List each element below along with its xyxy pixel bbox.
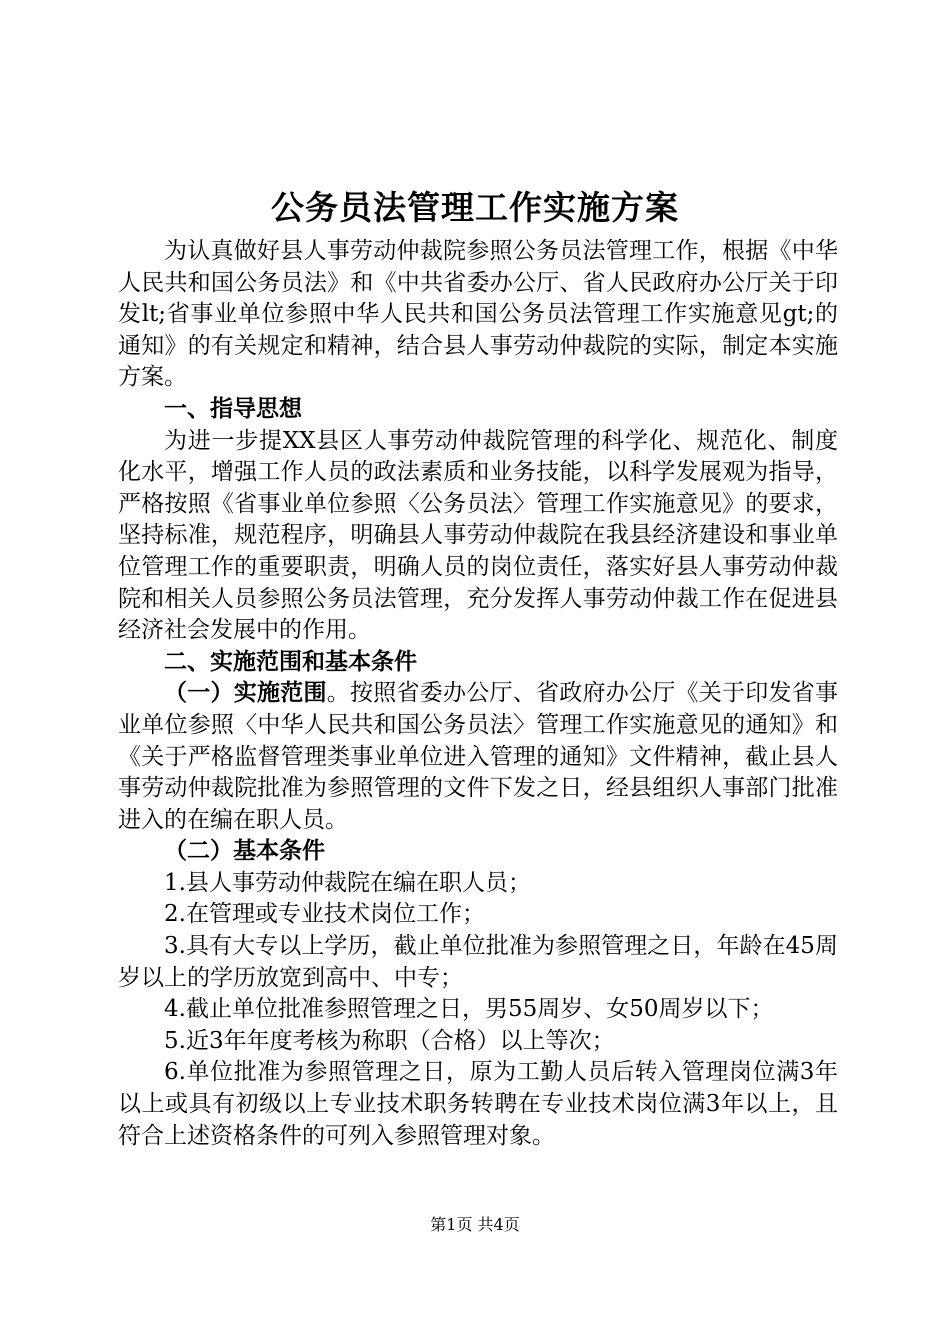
scope-paragraph — [118, 678, 838, 836]
section-heading-guiding-ideology: 一、指导思想 — [164, 395, 302, 422]
section-heading-scope-and-conditions: 二、实施范围和基本条件 — [164, 648, 417, 675]
condition-item: 2.在管理或专业技术岗位工作； — [164, 901, 485, 928]
document-body — [118, 236, 838, 1152]
document-title: 公务员法管理工作实施方案 — [271, 188, 679, 227]
condition-item: 4.截止单位批准参照管理之日，男55周岁、女50周岁以下； — [164, 996, 774, 1023]
subsection-heading-basic-conditions: （二）基本条件 — [164, 838, 325, 865]
scope-text: 。按照省委办公厅、省政府办公厅《关于印发省事业单位参照〈中华人民共和国公务员法〉管理工作实施意见的通知》和《关于严格监督管理类事业单位进入管理的通知》文件精神，截止县人事劳动仲裁院批准为参照管理的文件下发之日，经县组织人事部门批准进入的在编在职人员。 — [118, 680, 838, 833]
condition-item: 3.具有大专以上学历，截止单位批准为参照管理之日，年龄在45周岁以上的学历放宽到高中、中专； — [118, 933, 838, 991]
condition-item: 6.单位批准为参照管理之日，原为工勤人员后转入管理岗位满3年以上或具有初级以上专业技术职务转聘在专业技术岗位满3年以上，且符合上述资格条件的可列入参照管理对象。 — [118, 1059, 838, 1149]
condition-item: 5.近3年年度考核为称职（合格）以上等次； — [164, 1027, 615, 1054]
condition-item: 1.县人事劳动仲裁院在编在职人员； — [164, 869, 531, 896]
intro-paragraph: 为认真做好县人事劳动仲裁院参照公务员法管理工作，根据《中华人民共和国公务员法》和《中共省委办公厅、省人民政府办公厅关于印发lt;省事业单位参照中华人民共和国公务员法管理工作实施意见gt;的通知》的有关规定和精神，结合县人事劳动仲裁院的实际，制定本实施方案。 — [118, 238, 838, 391]
scope-label: （一）实施范围 — [164, 680, 327, 707]
guiding-ideology-paragraph: 为进一步提XX县区人事劳动仲裁院管理的科学化、规范化、制度化水平，增强工作人员的政法素质和业务技能，以科学发展观为指导，严格按照《省事业单位参照〈公务员法〉管理工作实施意见》的要求，坚持标准，规范程序，明确县人事劳动仲裁院在我县经济建设和事业单位管理工作的重要职责，明确人员的岗位责任，落实好县人事劳动仲裁院和相关人员参照公务员法管理，充分发挥人事劳动仲裁工作在促进县经济社会发展中的作用。 — [118, 427, 838, 644]
page-footer: 第1页 共4页 — [430, 1215, 520, 1234]
